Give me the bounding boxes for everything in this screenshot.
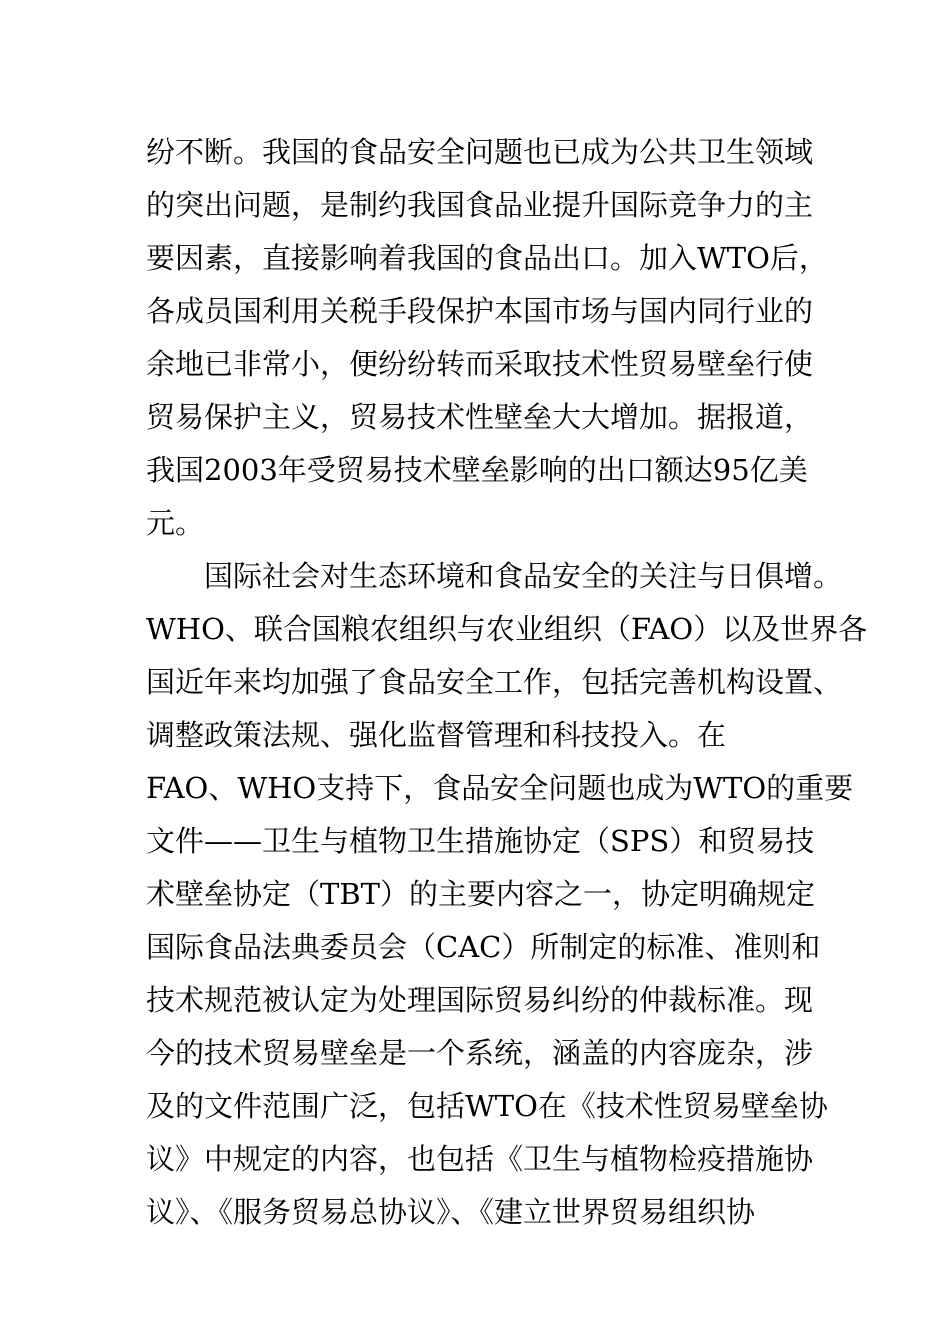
text-line: 术壁垒协定（TBT）的主要内容之一，协定明确规定 bbox=[146, 877, 815, 911]
text-line: 议》中规定的内容，也包括《卫生与植物检疫措施协 bbox=[146, 1142, 814, 1176]
paragraph-2 bbox=[146, 550, 867, 1239]
text-line: 纷不断。我国的食品安全问题也已成为公共卫生领域 bbox=[146, 135, 814, 169]
text-line: 及的文件范围广泛，包括WTO在《技术性贸易壁垒协 bbox=[146, 1089, 828, 1123]
text-line: 国近年来均加强了食品安全工作，包括完善机构设置、 bbox=[146, 665, 843, 699]
paragraph-1 bbox=[146, 126, 828, 550]
text-line: 文件——卫生与植物卫生措施协定（SPS）和贸易技 bbox=[146, 824, 815, 858]
text-line: 国际社会对生态环境和食品安全的关注与日俱增。 bbox=[204, 559, 843, 593]
text-line: 国际食品法典委员会（CAC）所制定的标准、准则和 bbox=[146, 930, 821, 964]
text-line: 的突出问题，是制约我国食品业提升国际竞争力的主 bbox=[146, 188, 814, 222]
text-line: 要因素，直接影响着我国的食品出口。加入WTO后， bbox=[146, 241, 828, 275]
text-line: 议》、《服务贸易总协议》、《建立世界贸易组织协 bbox=[146, 1195, 756, 1229]
text-line: 元。 bbox=[146, 506, 205, 540]
text-line: 各成员国利用关税手段保护本国市场与国内同行业的 bbox=[146, 294, 814, 328]
text-line: 调整政策法规、强化监督管理和科技投入。在 bbox=[146, 718, 727, 752]
text-line: 今的技术贸易壁垒是一个系统，涵盖的内容庞杂，涉 bbox=[146, 1036, 814, 1070]
text-line: WHO、联合国粮农组织与农业组织（FAO）以及世界各 bbox=[146, 612, 868, 646]
text-line: 我国2003年受贸易技术壁垒影响的出口额达95亿美 bbox=[146, 453, 808, 487]
text-line: FAO、WHO支持下，食品安全问题也成为WTO的重要 bbox=[146, 771, 854, 805]
text-line: 余地已非常小，便纷纷转而采取技术性贸易壁垒行使 bbox=[146, 347, 814, 381]
text-line: 技术规范被认定为处理国际贸易纠纷的仲裁标准。现 bbox=[146, 983, 814, 1017]
text-line: 贸易保护主义，贸易技术性壁垒大大增加。据报道， bbox=[146, 400, 814, 434]
